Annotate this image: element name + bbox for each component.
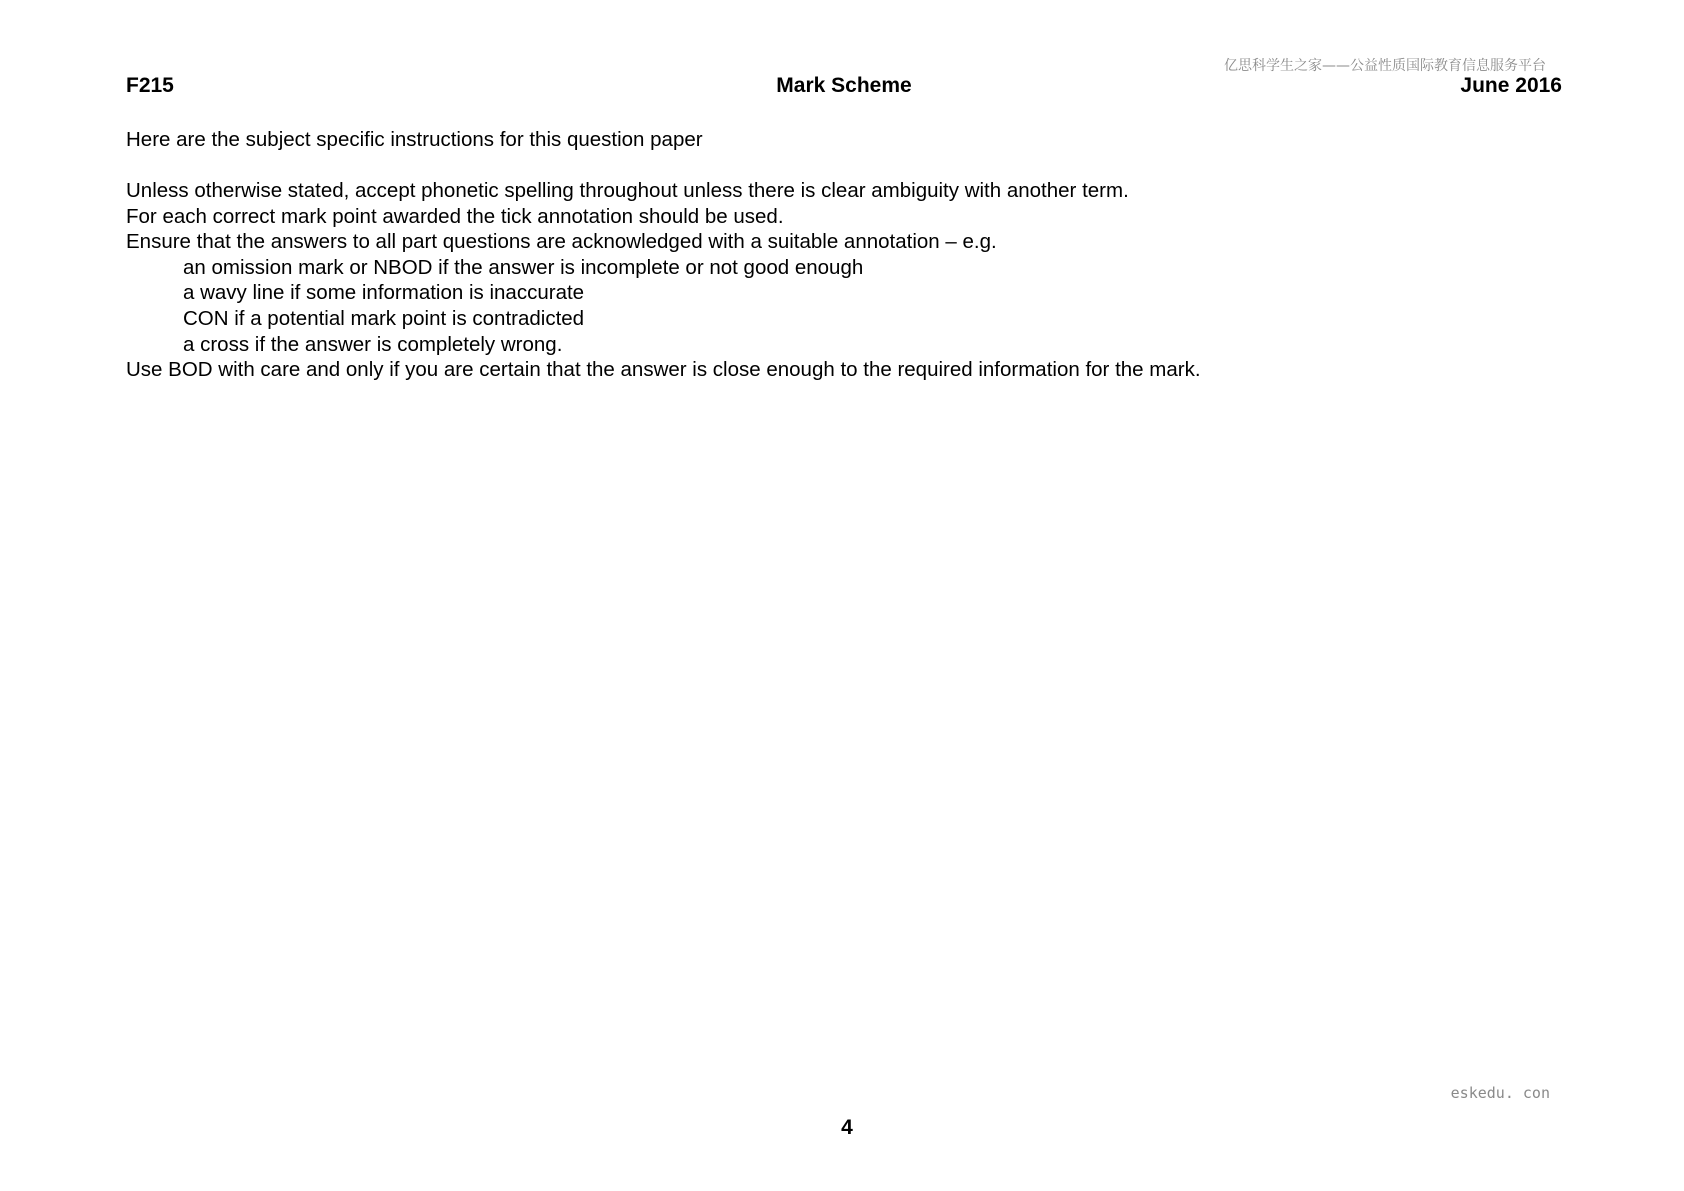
page-number: 4 (841, 1116, 853, 1139)
watermark-bottom: eskedu. con (1450, 1084, 1550, 1102)
paper-code: F215 (126, 74, 174, 97)
document-title: Mark Scheme (776, 74, 912, 97)
instructions-block (126, 178, 1201, 383)
annotation-option: CON if a potential mark point is contradicted (183, 306, 585, 330)
intro-text: Here are the subject specific instructions for this question paper (126, 128, 703, 151)
annotation-option: a wavy line if some information is inaccurate (183, 281, 585, 305)
annotation-option: a cross if the answer is completely wrong. (183, 332, 563, 356)
watermark-top: 亿思科学生之家——公益性质国际教育信息服务平台 (1224, 58, 1546, 74)
exam-date: June 2016 (1460, 74, 1562, 97)
page-header (126, 74, 1562, 100)
annotation-option: an omission mark or NBOD if the answer is incomplete or not good enough (183, 255, 864, 279)
instruction-line: For each correct mark point awarded the tick annotation should be used. (126, 204, 784, 228)
instruction-line: Ensure that the answers to all part questions are acknowledged with a suitable annotation – e.g. (126, 230, 997, 254)
instruction-line: Unless otherwise stated, accept phonetic spelling throughout unless there is clear ambiguity with another term. (126, 179, 1129, 202)
instruction-line: Use BOD with care and only if you are certain that the answer is close enough to the required information for the mark. (126, 358, 1201, 382)
